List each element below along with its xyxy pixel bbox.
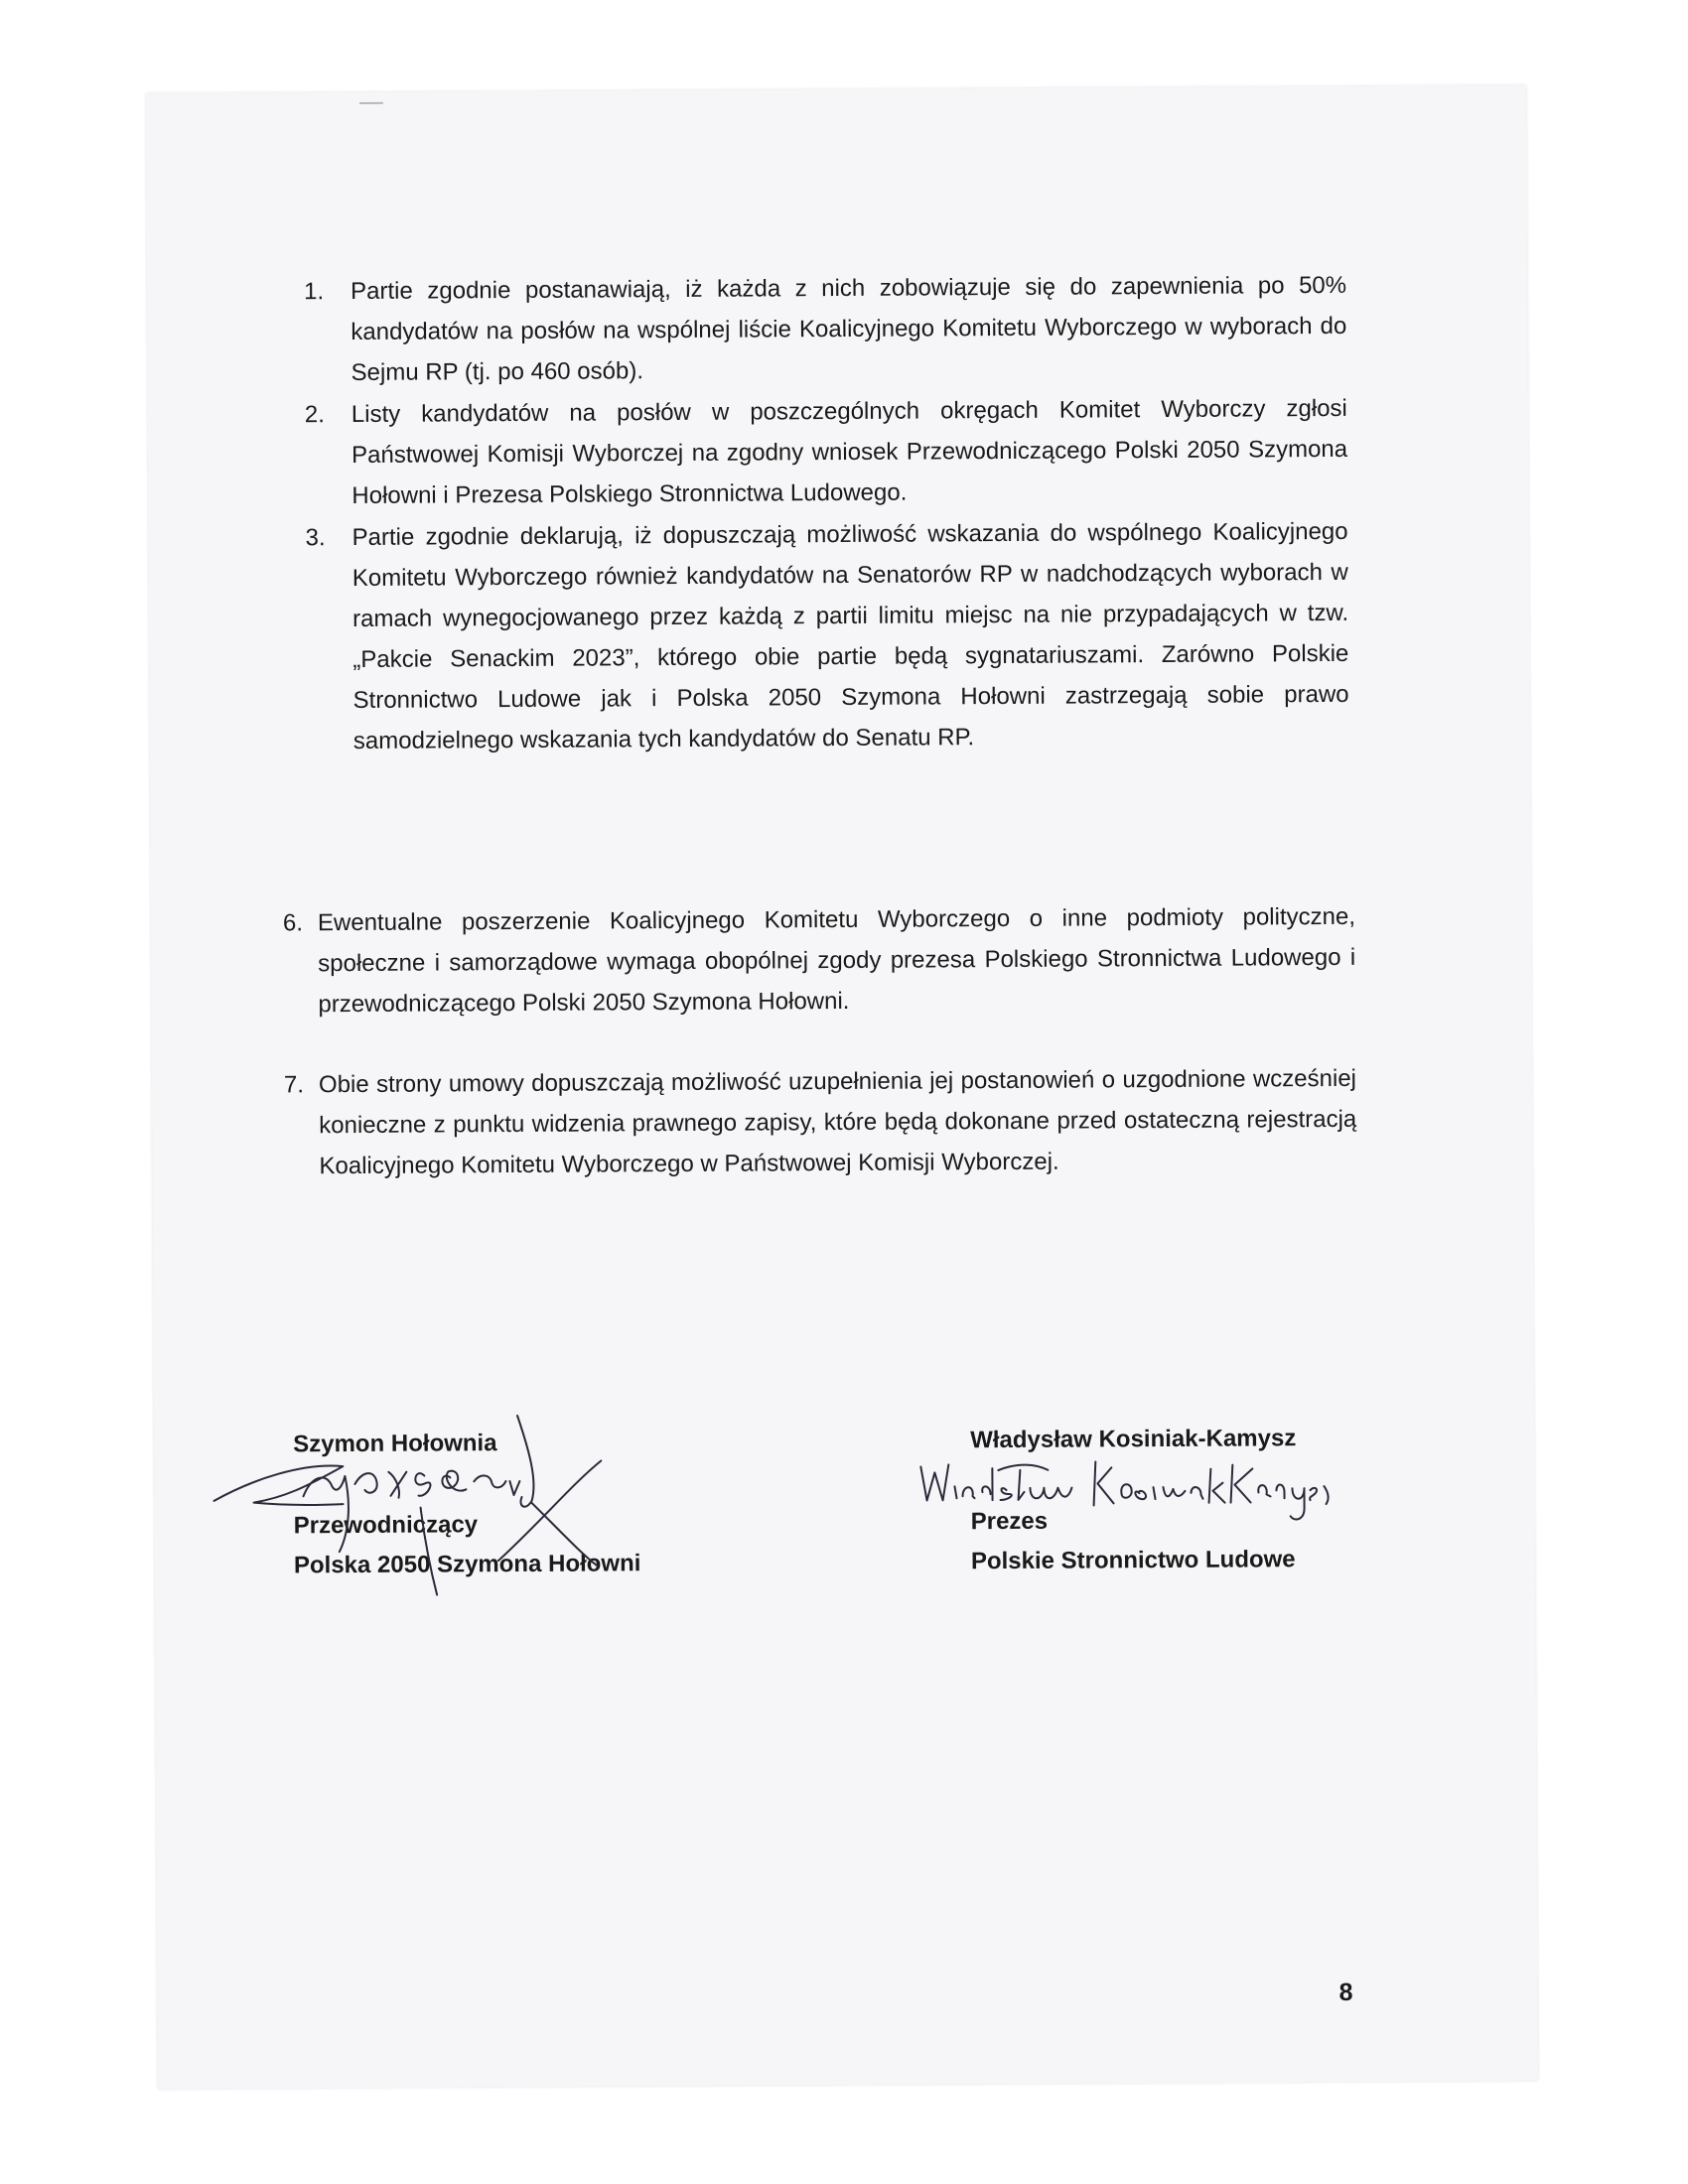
- signatory-title: Przewodniczący: [293, 1511, 479, 1540]
- provisions-list-a: [304, 265, 1349, 761]
- signatory-title: Prezes: [970, 1507, 1049, 1536]
- signatory-organization: Polska 2050 Szymona Hołowni: [293, 1550, 641, 1579]
- item-number: 1.: [304, 278, 325, 306]
- signatory-organization: Polskie Stronnictwo Ludowe: [970, 1546, 1296, 1575]
- list-item: [304, 265, 1347, 393]
- signature-block-left: [293, 1423, 640, 1585]
- list-item: [305, 511, 1348, 761]
- item-text: Partie zgodnie deklarują, iż dopuszczają możliwość wskazania do wspólnego Koalicyjnego Komitetu Wyborczego również kandydatów na Senatorów RP w nadchodzących wyborach w ramach wynegocjowanego przez każdą z partii limitu miejsc na nie przypadających w tzw. „Pakcie Senackim 2023”, którego obie partie będą sygnatariuszami. Zarówno Polskie Stronnictwo Ludowe jak i Polska 2050 Szymona Hołowni zastrzegają sobie prawo samodzielnego wskazania tych kandydatów do Senatu RP.: [352, 517, 1349, 754]
- list-item: [283, 896, 1356, 1025]
- list-item: [284, 1058, 1357, 1187]
- page-number: 8: [1338, 1978, 1353, 2006]
- signatory-name: Władysław Kosiniak-Kamysz: [970, 1425, 1297, 1454]
- scan-mark: [359, 102, 383, 104]
- list-item: [305, 388, 1348, 516]
- signatory-name: Szymon Hołownia: [293, 1430, 497, 1458]
- item-number: 6.: [282, 909, 304, 937]
- signature-block-right: [970, 1419, 1297, 1581]
- item-text: Ewentualne poszerzenie Koalicyjnego Komitetu Wyborczego o inne podmioty polityczne, społeczne i samorządowe wymaga obopólnej zgody prezesa Polskiego Stronnictwa Ludowego i przewodniczącego Polski 2050 Szymona Hołowni.: [317, 902, 1356, 1019]
- item-text: Obie strony umowy dopuszczają możliwość uzupełnienia jej postanowień o uzgodnione wcześniej konieczne z punktu widzenia prawnego zapisy, które będą dokonane przed ostateczną rejestracją Koalicyjnego Komitetu Wyborczego w Państwowej Komisji Wyborczej.: [318, 1064, 1357, 1180]
- item-number: 7.: [283, 1071, 305, 1099]
- provisions-list-b: [283, 896, 1357, 1187]
- item-number: 2.: [304, 401, 325, 429]
- item-number: 3.: [305, 524, 326, 552]
- item-text: Listy kandydatów na posłów w poszczególnych okręgach Komitet Wyborczy zgłosi Państwowej Komisji Wyborczej na zgodny wniosek Przewodniczącego Polski 2050 Szymona Hołowni i Prezesa Polskiego Stronnictwa Ludowego.: [351, 394, 1348, 510]
- document-page: [146, 85, 1538, 2089]
- item-text: Partie zgodnie postanawiają, iż każda z nich zobowiązuje się do zapewnienia po 50% kandydatów na posłów na wspólnej liście Koalicyjnego Komitetu Wyborczego w wyborach do Sejmu RP (tj. po 460 osób).: [351, 271, 1347, 387]
